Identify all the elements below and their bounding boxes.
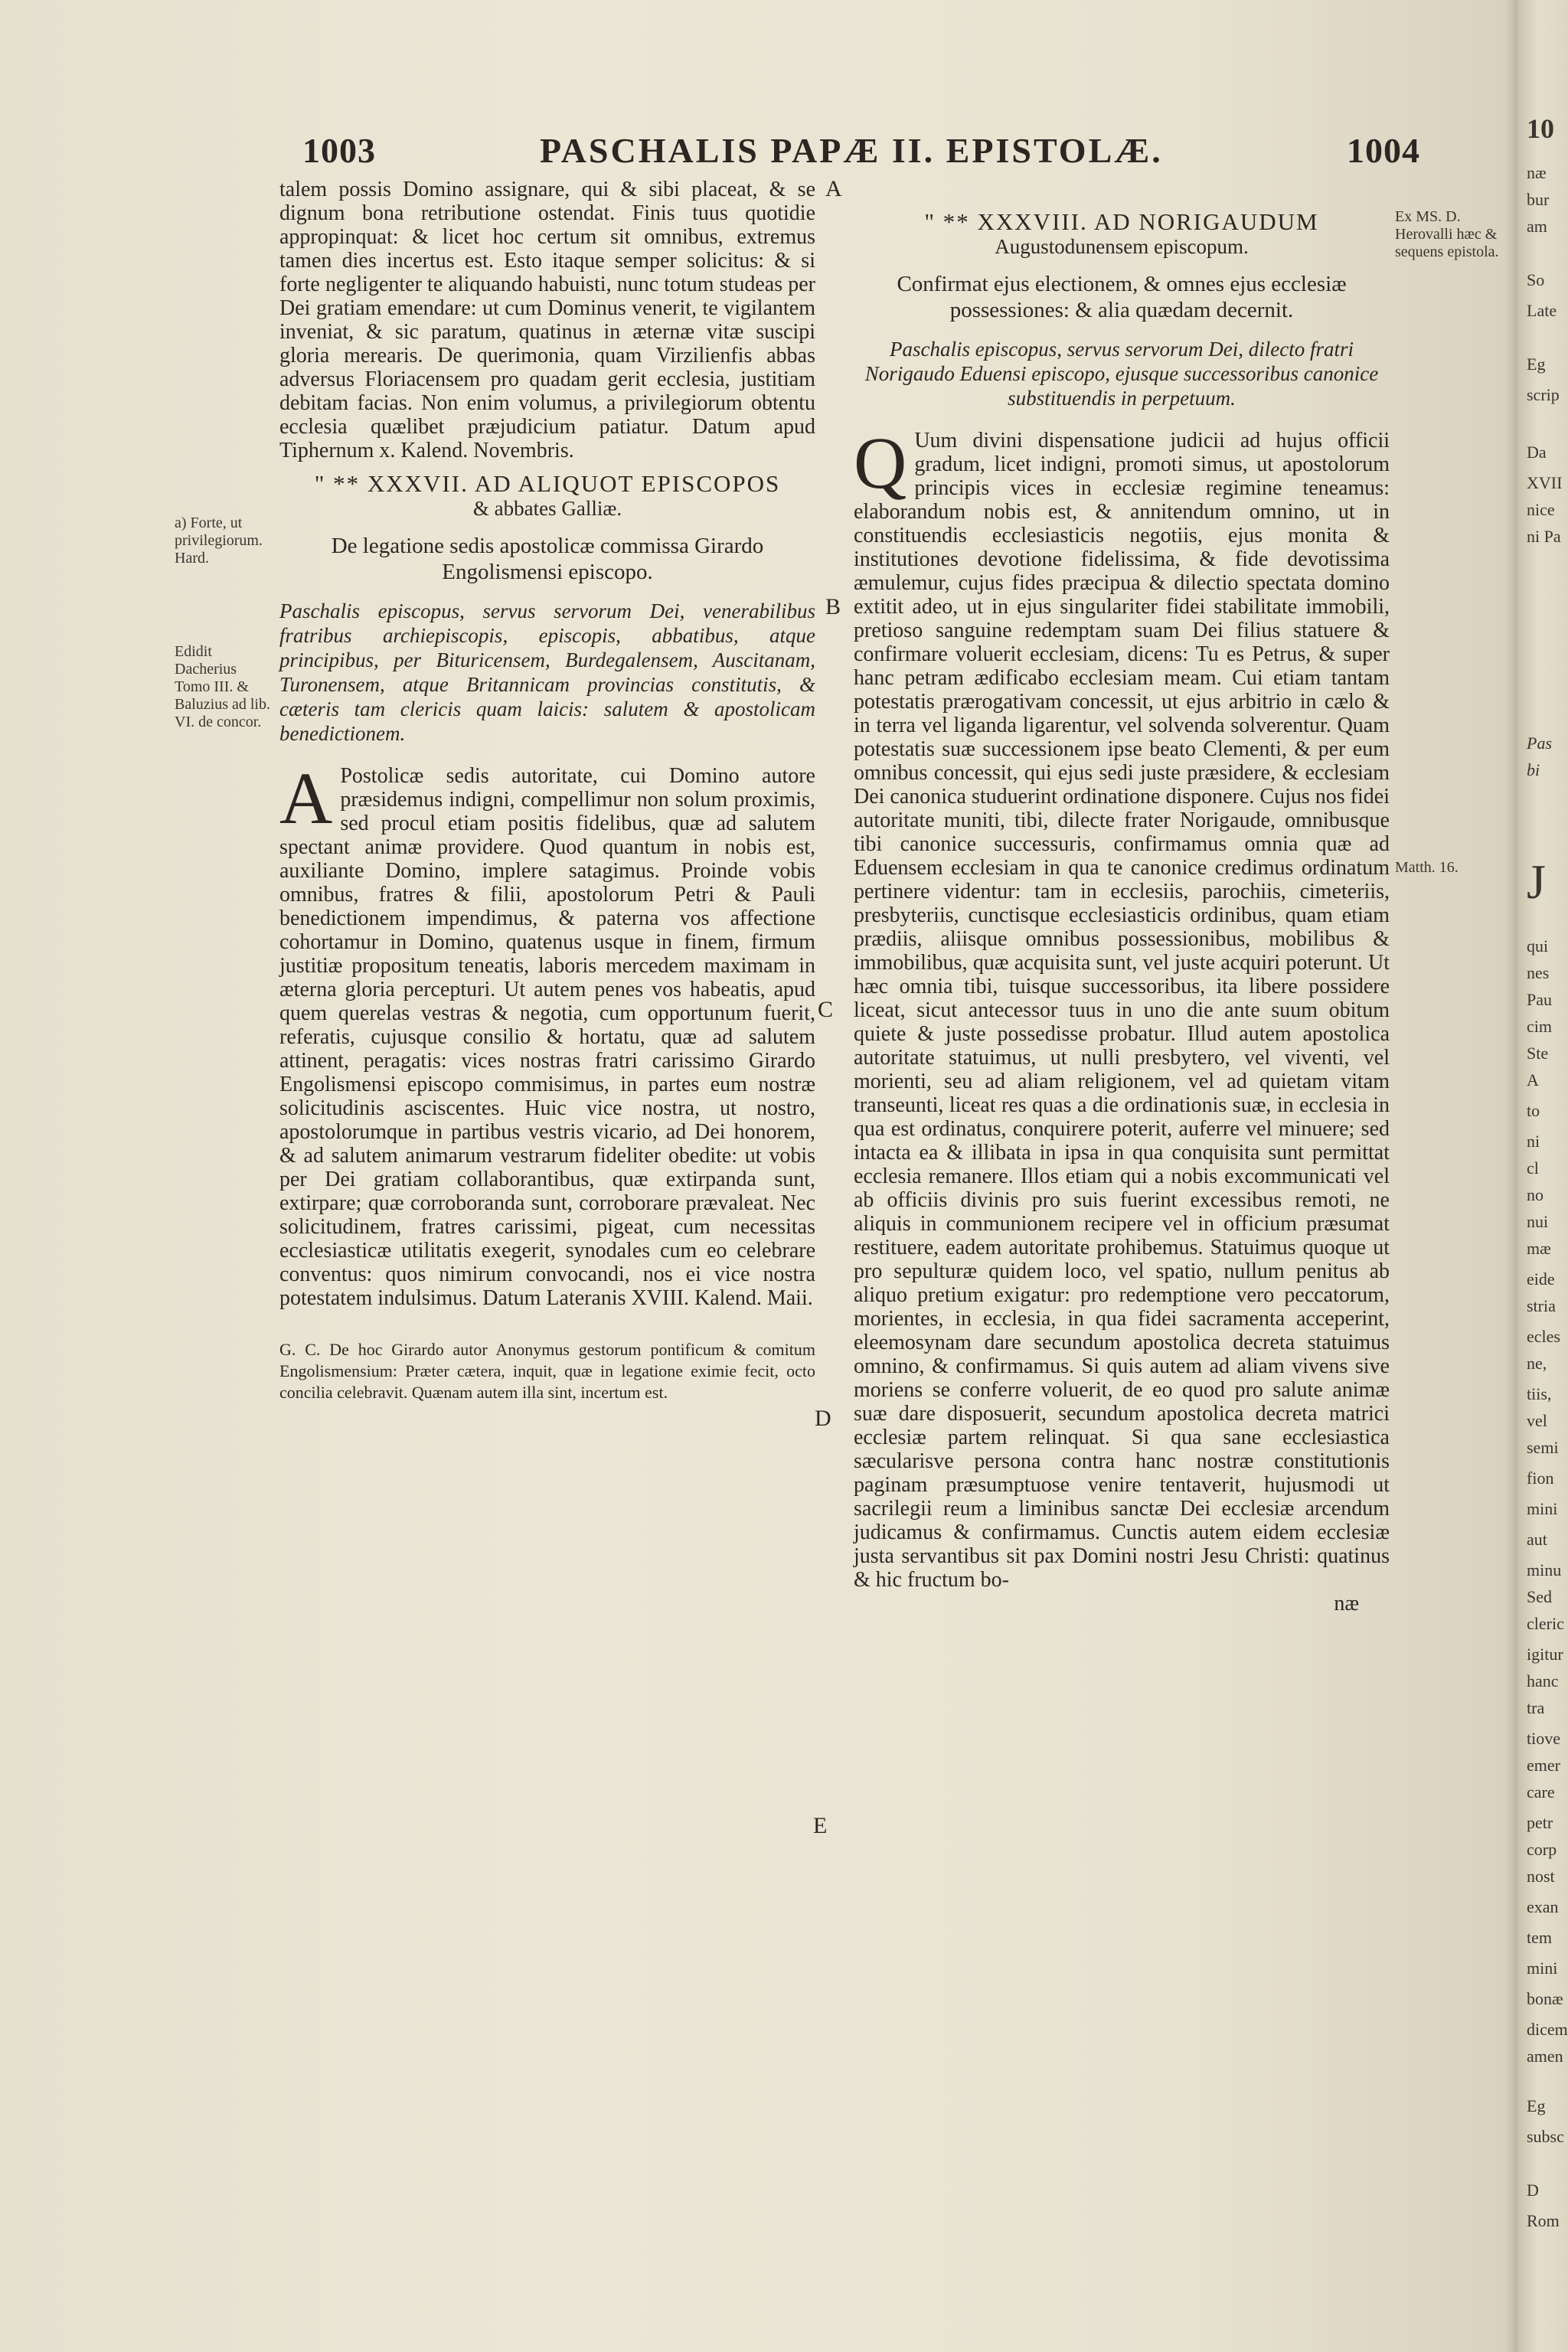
next-page-fragment: petr	[1527, 1813, 1553, 1832]
next-page-fragment: mini	[1527, 1958, 1558, 1978]
next-page-fragment: nui	[1527, 1212, 1549, 1231]
epistle-37-initial: A	[279, 757, 333, 839]
next-page-fragment: Eg	[1527, 2096, 1546, 2115]
next-page-fragment: subsc	[1527, 2127, 1564, 2146]
next-page-fragment: aut	[1527, 1530, 1547, 1549]
next-page-fragment: ne,	[1527, 1354, 1547, 1373]
next-page-fragment: corp	[1527, 1840, 1557, 1859]
next-page-fragment: Rom	[1527, 2211, 1560, 2230]
next-page-fragment: minu	[1527, 1560, 1562, 1579]
next-page-fragment: Da	[1527, 443, 1547, 462]
next-page-fragment: hanc	[1527, 1671, 1559, 1690]
next-page-fragment: cim	[1527, 1017, 1552, 1036]
next-page-fragment: stria	[1527, 1296, 1556, 1315]
next-page-fragment: mæ	[1527, 1239, 1551, 1258]
page-number-right: 1004	[1347, 131, 1420, 170]
next-page-fragment: to	[1527, 1101, 1540, 1120]
next-page-fragment: D	[1527, 2180, 1539, 2200]
epistle-38-argument: Confirmat ejus electionem, & omnes ejus ecclesiæ possessiones: & alia quædam decernit.	[897, 272, 1347, 322]
next-page-fragment: tem	[1527, 1928, 1552, 1947]
epistle-38-text: Uum divini dispensatione judicii ad hujus officii gradum, licet indigni, promoti simus, ut apostolorum principis vices in ecclesiæ regimine teneamus: elaborandum nobis est, & annitendum omnino, ut in constituendis ecclesiasticis negotiis, ejus monita & institutiones devotione fidelissima, & fide devotissima æmulemur, cujus fides præcipua & dilectio spectata domino extitit adeo, ut in ejus singulariter fidei stabilitate immobili, pretioso sanguine redemptam suam Dei filius statuere & confirmare voluerit ecclesiam, dicens: Tu es Petrus, & super hanc petram ædificabo ecclesiam meam. Cui etiam tantam potestatis prærogativam concessit, ut ejus arbitrio in cælo & in terra vel liganda ligarentur, vel solvenda solverentur. Quam potestatis suæ successionem ipse beato Clementi, & per eum omnibus concessit, qui ejus sedi juste præsidere, & ecclesiam Dei canonica studuerint ordinatione disponere. Cujus nos fidei autoritate muniti, tibi, dilecte frater Norigaude, omnibusque tibi canonice successuris, confirmamus omnia quæ ad Eduensem ecclesiam in qua te canonice credimus ordinatum pertinere videntur: tam in ecclesiis, parochiis, cimeteriis, presbyteriis, cunctisque ecclesiasticis ordinibus, quam etiam prædiis, aliisque omnibus possessionibus, mobilibus & immobilibus, quæ acquisita sunt, vel juste acquiri poterunt. Ut hæc omnia tibi, tuisque successoribus, ita libere possidere liceat, sicut antecessor tuus in uno die ante suum obitum quiete & juste possedisse probatur. Illud autem apostolica autoritate statuimus, ut nulli presbytero, vel viventi, vel morienti, seu ad aliam religionem, vel ad quietam vitam transeunti, liceat res quas a die ordinationis suæ, in ecclesia in qua est ordinatus, conquirere poterit, auferre vel minuere; sed intacta ea & illibata in ipsa in qua conquisita sunt permittat ecclesia remanere. Illos etiam qui a nobis excommunicati vel ab officiis divinis pro suis fuerint excessibus remoti, ne aliquis in communionem recipere vel in officium præsumat restituere, eadem autoritate prohibemus. Statuimus quoque ut pro sepulturæ quidem loco, vel spatio, nullum penitus ab aliquo pretium exigatur: pro redemptione vero peccatorum, morientes, in ecclesia, in qua fidei sacramenta acceperint, eleemosynam dare secundum apostolica decreta statuimus omnino, & confirmamus. Si quis autem ad aliam vivens sive moriens se conferre voluerit, de eo quod pro salute animæ suæ dare disposuerit, secundum apostolica decreta matrici ecclesiæ partem relinquat. Si qua sane ecclesiastica sæcularisve persona contra hanc nostræ constitutionis paginam præsumptuose venire tentaverit, hujusmodi ut sacrilegii reum a liminibus sanctæ Dei ecclesiæ arcendum judicamus & confirmamus. Cunctis autem eidem ecclesiæ justa servantibus sit pax Domini nostri Jesu Christi: quatinus & hic fructum bo-	[854, 429, 1390, 1592]
next-page-fragment: amen	[1527, 2047, 1563, 2066]
next-page-fragment: cleric	[1527, 1614, 1564, 1633]
next-page-fragment: Sed	[1527, 1587, 1552, 1606]
next-page-fragment: Pau	[1527, 990, 1552, 1009]
section-letter-d: D	[815, 1406, 831, 1431]
next-page-fragment: A	[1527, 1070, 1539, 1089]
page-number-left: 1003	[302, 131, 376, 170]
epistle-38-initial: Q	[854, 422, 907, 504]
next-page-fragment: eide	[1527, 1269, 1555, 1289]
next-page-fragment: tiove	[1527, 1729, 1560, 1748]
next-page-fragment: nost	[1527, 1867, 1555, 1886]
next-page-fragment: scrip	[1527, 385, 1560, 404]
epistle-38-body	[854, 422, 1390, 1592]
next-page-fragment: qui	[1527, 936, 1549, 956]
next-page-fragment: ecles	[1527, 1327, 1560, 1346]
running-title: PASCHALIS PAPÆ II. EPISTOLÆ.	[540, 131, 1163, 170]
section-letter-c: C	[818, 997, 834, 1022]
next-page-fragment: fion	[1527, 1468, 1554, 1488]
next-page-fragment: am	[1527, 217, 1547, 236]
next-page-fragment: care	[1527, 1782, 1555, 1802]
next-page-fragment: ni Pa	[1527, 527, 1561, 546]
next-page-fragment: vel	[1527, 1411, 1547, 1430]
next-page-fragment: no	[1527, 1185, 1544, 1204]
next-page-fragment: bur	[1527, 190, 1550, 209]
next-page-fragment: nice	[1527, 500, 1555, 519]
next-page-fragment: nes	[1527, 963, 1550, 982]
next-page-fragment: ni	[1527, 1132, 1540, 1151]
catchword: næ	[1334, 1592, 1359, 1615]
section-letter-a: A	[825, 176, 842, 201]
epistle-37-argument: De legatione sedis apostolicæ commissa Girardo Engolismensi episcopo.	[331, 534, 764, 584]
next-page-fragment: igitur	[1527, 1645, 1563, 1664]
next-page-fragment: emer	[1527, 1756, 1560, 1775]
next-page-fragment: So	[1527, 270, 1545, 289]
epistle-38-subtitle: Augustodunensem episcopum.	[995, 235, 1249, 258]
next-page-fragment: Late	[1527, 301, 1557, 320]
running-header	[302, 130, 1420, 184]
margin-note-edidit: Edidit Dacherius Tomo III. & Baluzius ad lib. VI. de concor.	[175, 643, 270, 730]
epistle-37-address: Paschalis episcopus, servus servorum Dei, venerabilibus fratribus archiepiscopis, episcopis, abbatibus, atque principibus, per Bituricensem, Burdegalensem, Auscitanam, Turonensem, atque Britannicam provincias constitutis, & cæteris tam clericis quam laicis: salutem & apostolicam benedictionem.	[279, 599, 815, 745]
epistle-37-title: " ** XXXVII. AD ALIQUOT EPISCOPOS	[314, 470, 781, 497]
next-page-fragment: dicem	[1527, 2020, 1568, 2039]
margin-note-ex-ms: Ex MS. D. Herovalli hæc & sequens epistola.	[1395, 208, 1499, 260]
next-page-edge	[1517, 0, 1568, 2352]
section-letter-e: E	[813, 1813, 828, 1838]
next-page-fragment: exan	[1527, 1897, 1559, 1916]
next-page-fragment: tiis,	[1527, 1384, 1552, 1403]
next-page-fragment: J	[1527, 854, 1546, 909]
epistle-38-address: Paschalis episcopus, servus servorum Dei, dilecto fratri Norigaudo Eduensi episcopo, ejusque successoribus canonice substituendis in perpetuum.	[864, 338, 1379, 410]
footnote: G. C. De hoc Girardo autor Anonymus gestorum pontificum & comitum Engolismensium: Præter cætera, inquit, quæ in legatione eximie fecit, octo concilia celebravit. Quænam autem illa sint, incertum est.	[279, 1340, 815, 1402]
section-letter-b: B	[825, 594, 841, 619]
left-column	[279, 178, 815, 1403]
next-page-fragment: Pas	[1527, 733, 1552, 753]
epistle-36-ending: talem possis Domino assignare, qui & sibi placeat, & se dignum bona retributione ostendat. Finis tuus quotidie appropinquat: & licet hoc certum sit omnibus, extremus tamen dies incertus est. Esto itaque semper solicitus: & si forte negligenter te aliquando habuisti, nunc totum studeas per Dei gratiam emendare: ut cum Dominus venerit, te vigilantem inveniat, & sic paratum, quatinus in æternæ vitæ suscipi gloria merearis. De querimonia, quam Virzilienfis abbas adversus Floriacensem pro quadam gerit ecclesia, justitiam debitam facias. Non enim volumus, a privilegiorum obtentu ecclesia quælibet præjudicium patiatur. Datum apud Tiphernum x. Kalend. Novembris.	[279, 178, 815, 462]
next-page-fragment: mini	[1527, 1499, 1558, 1518]
margin-note-matth: Matth. 16.	[1395, 859, 1459, 876]
next-page-fragment: Ste	[1527, 1044, 1549, 1063]
epistle-37-subtitle: & abbates Galliæ.	[472, 497, 622, 520]
epistle-37-body	[279, 757, 815, 1310]
next-page-fragment: XVII	[1527, 473, 1563, 492]
epistle-38-title: " ** XXXVIII. AD NORIGAUDUM	[924, 208, 1319, 235]
next-page-fragment: bi	[1527, 760, 1540, 779]
next-page-fragment: bonæ	[1527, 1989, 1563, 2008]
right-column	[854, 201, 1390, 1615]
epistle-37-text: Postolicæ sedis autoritate, cui Domino autore præsidemus indigni, compellimur non solum proximis, sed procul etiam positis fidelibus, quæ ad salutem spectant animæ providere. Quod quantum in nobis est, auxiliante Domino, implere satagimus. Proinde vobis omnibus, fratres & filii, apostolorum Petri & Pauli benedictionem impendimus, & paterna vos affectione cohortamur in Domino, quatenus usque in finem, firmum justitiæ propositum teneatis, laboris mercedem maximam in æterna gloria percepturi. Ut autem penes vos habeatis, apud quem querelas vestras & negotia, cum opportunum fuerit, referatis, cujusque consilio & hortatu, quæ ad salutem attinent, peragatis: vices nostras fratri carissimo Girardo Engolismensi episcopo commisimus, in partes eum nostræ solicitudinis asciscentes. Huic vice nostra, ut nostro, apostolorumque in partibus vestris vicario, ad Dei honorem, & ad salutem animarum vestrarum fideliter obedite: ut vobis per Dei gratiam collaborantibus, quæ extirpanda sunt, extirpare; quæ corroboranda sunt, corroborare prævaleat. Nec solicitudinem, fratres carissimi, pigeat, cum necessitas ecclesiasticæ utilitatis exegerit, synodales cum eo celebrare conventus: quos nimirum convocandi, nos ei vice nostra potestatem indulsimus. Datum Lateranis XVIII. Kalend. Maii.	[279, 764, 815, 1310]
next-page-fragment: 10	[1527, 113, 1554, 144]
margin-note-a: a) Forte, ut privilegiorum. Hard.	[175, 514, 263, 567]
next-page-fragment: tra	[1527, 1698, 1545, 1717]
next-page-fragment: Eg	[1527, 354, 1546, 374]
next-page-fragment: cl	[1527, 1158, 1539, 1178]
next-page-fragment: semi	[1527, 1438, 1559, 1457]
next-page-fragment: næ	[1527, 163, 1547, 182]
